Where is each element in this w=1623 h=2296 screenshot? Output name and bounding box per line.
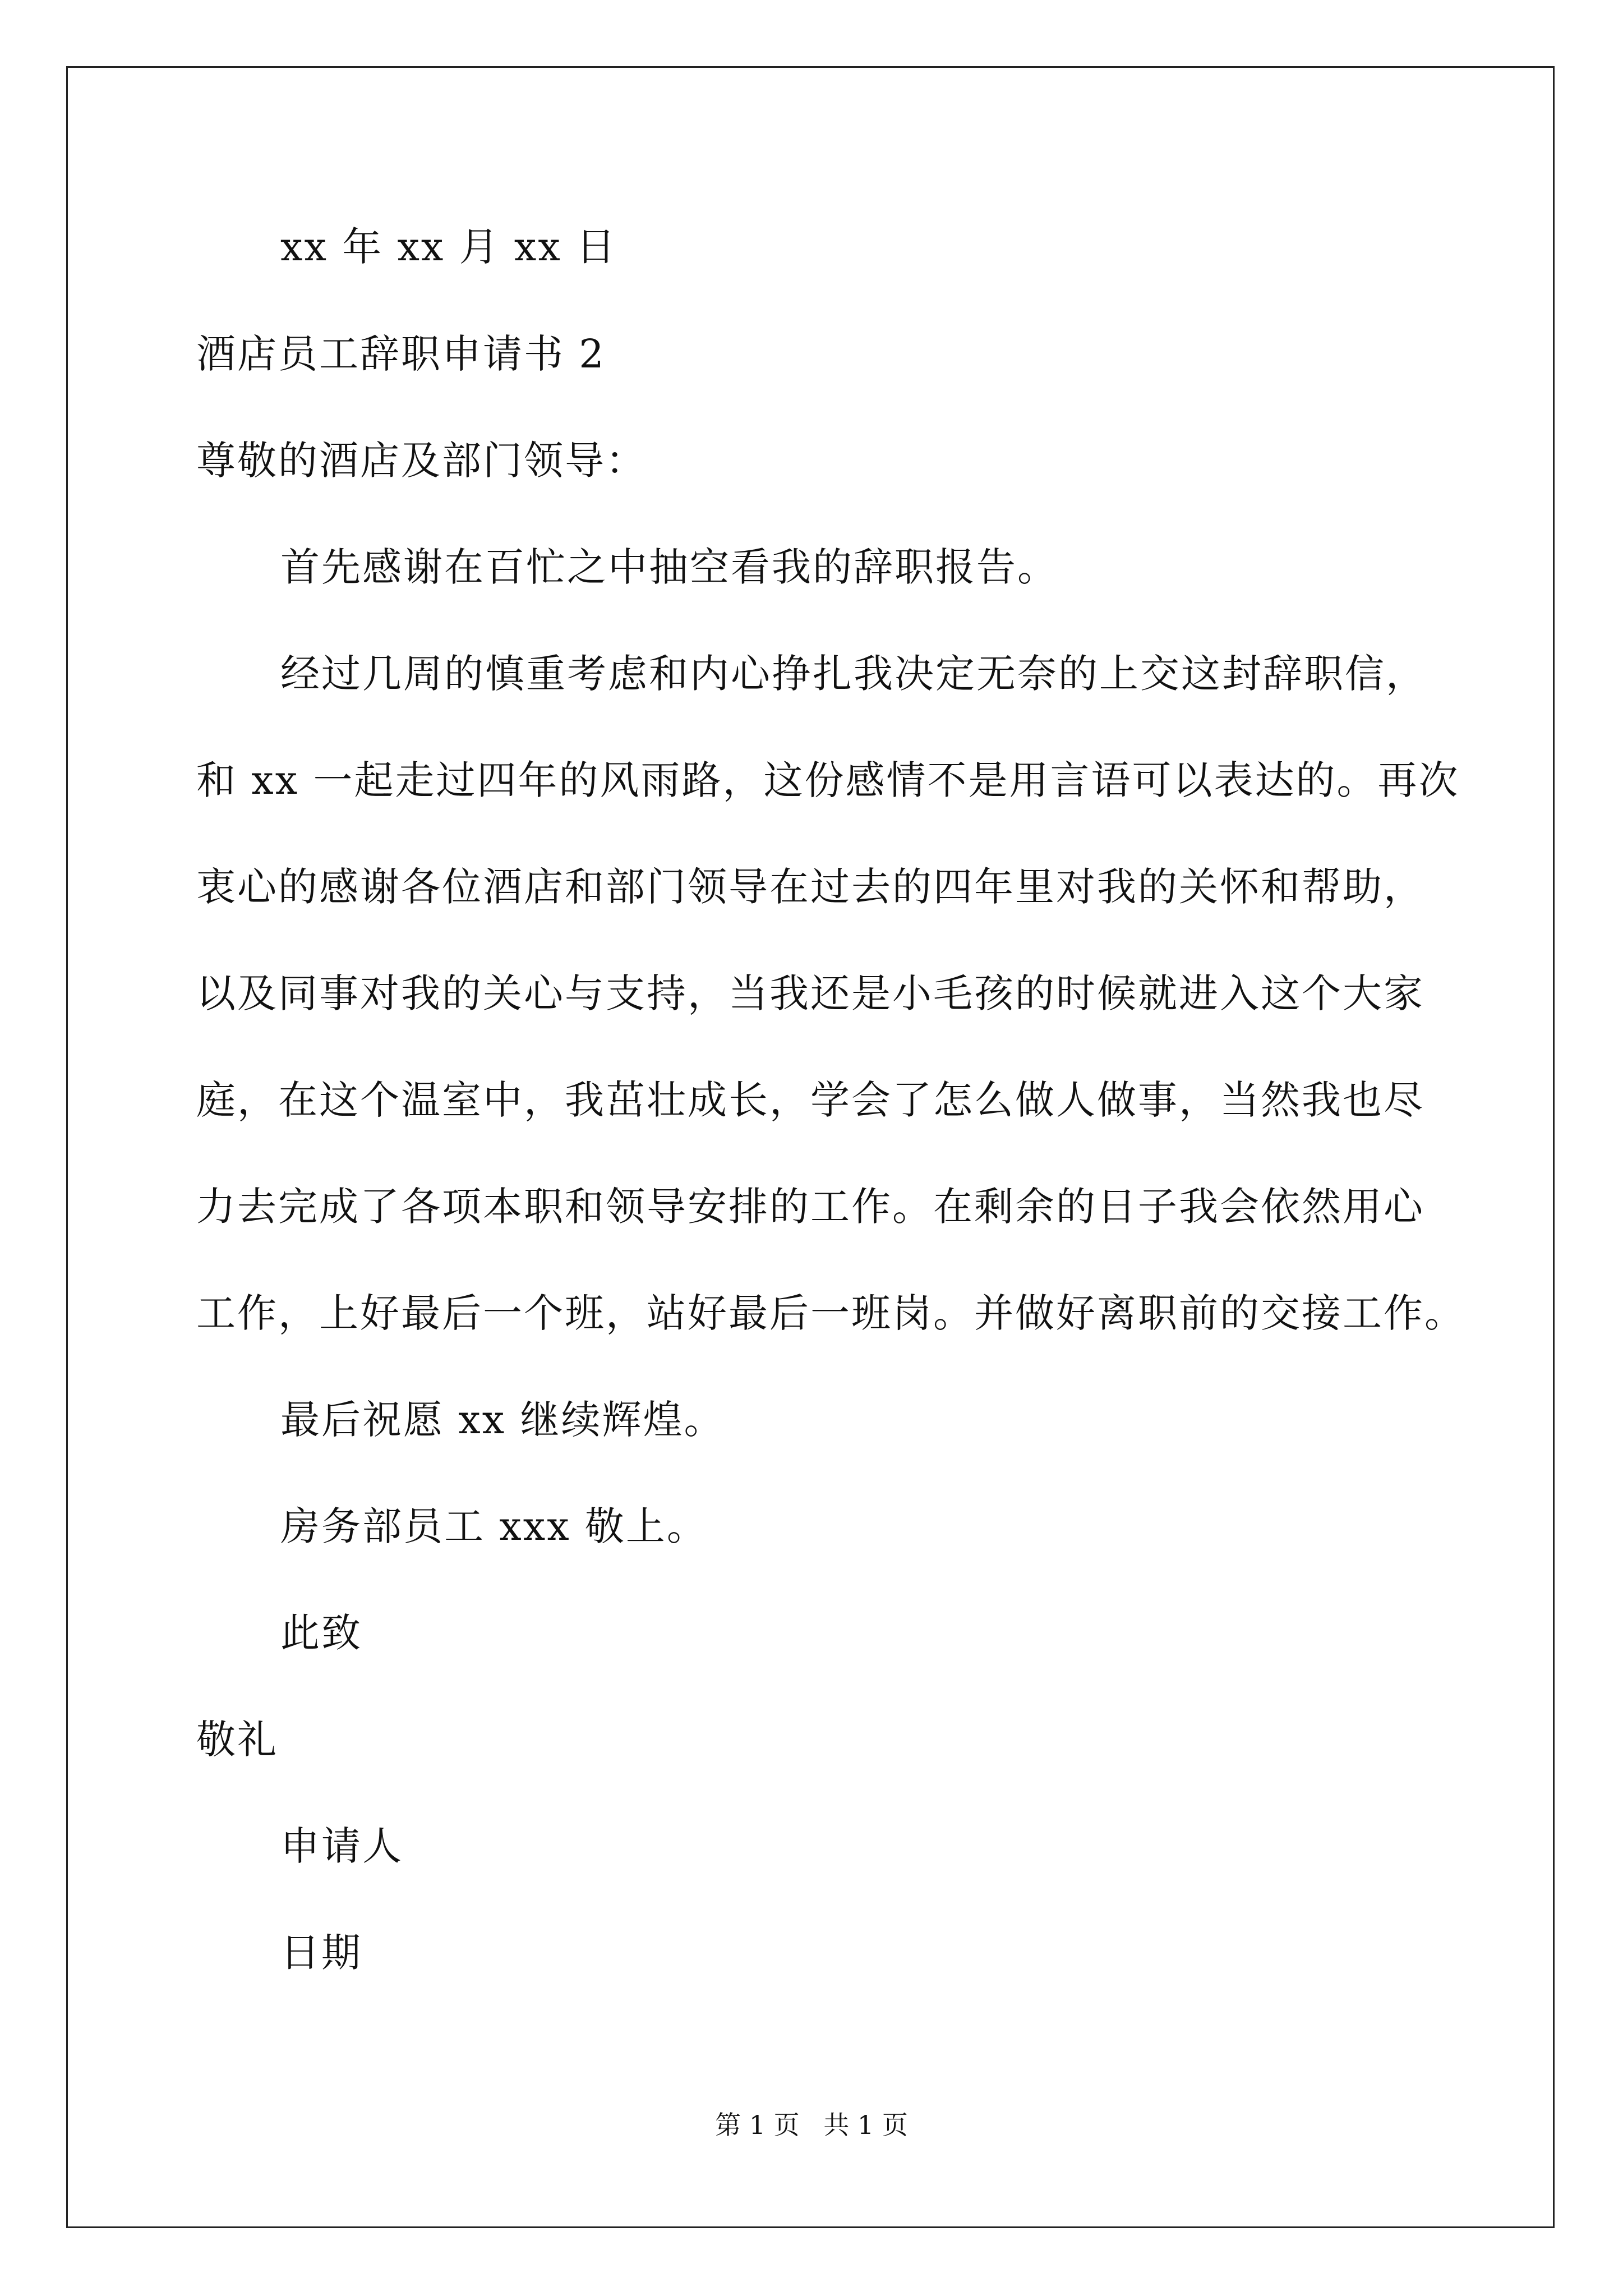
paragraph-line: 以及同事对我的关心与支持，当我还是小毛孩的时候就进入这个大家 — [196, 970, 1424, 1016]
paragraph-line: 庭，在这个温室中，我茁壮成长，学会了怎么做人做事，当然我也尽 — [196, 1077, 1424, 1123]
page-number: 第 1 页 — [715, 2110, 800, 2140]
paragraph-line: 力去完成了各项本职和领导安排的工作。在剩余的日子我会依然用心 — [196, 1184, 1424, 1230]
paragraph-line: 首先感谢在百忙之中抽空看我的辞职报告。 — [280, 544, 1058, 590]
salutation: 尊敬的酒店及部门领导： — [196, 438, 647, 484]
paragraph-line: 和 xx 一起走过四年的风雨路，这份感情不是用言语可以表达的。再次 — [196, 757, 1460, 803]
closing-phrase: 此致 — [280, 1610, 362, 1656]
closing-wish: 最后祝愿 xx 继续辉煌。 — [280, 1397, 725, 1443]
paragraph-line: 工作，上好最后一个班，站好最后一班岗。并做好离职前的交接工作。 — [196, 1290, 1465, 1336]
page-border — [66, 66, 1555, 2228]
paragraph-line: 经过几周的慎重考虑和内心挣扎我决定无奈的上交这封辞职信， — [280, 651, 1427, 697]
date-line: xx 年 xx 月 xx 日 — [280, 224, 617, 270]
applicant-label: 申请人 — [280, 1823, 403, 1869]
page-footer — [0, 2108, 1623, 2142]
date-label: 日期 — [280, 1930, 362, 1976]
document-title: 酒店员工辞职申请书 2 — [196, 331, 606, 377]
paragraph-line: 衷心的感谢各位酒店和部门领导在过去的四年里对我的关怀和帮助， — [196, 864, 1424, 910]
page-total: 共 1 页 — [823, 2110, 908, 2140]
sender-line: 房务部员工 xxx 敬上。 — [280, 1503, 708, 1549]
closing-salute: 敬礼 — [196, 1717, 278, 1763]
